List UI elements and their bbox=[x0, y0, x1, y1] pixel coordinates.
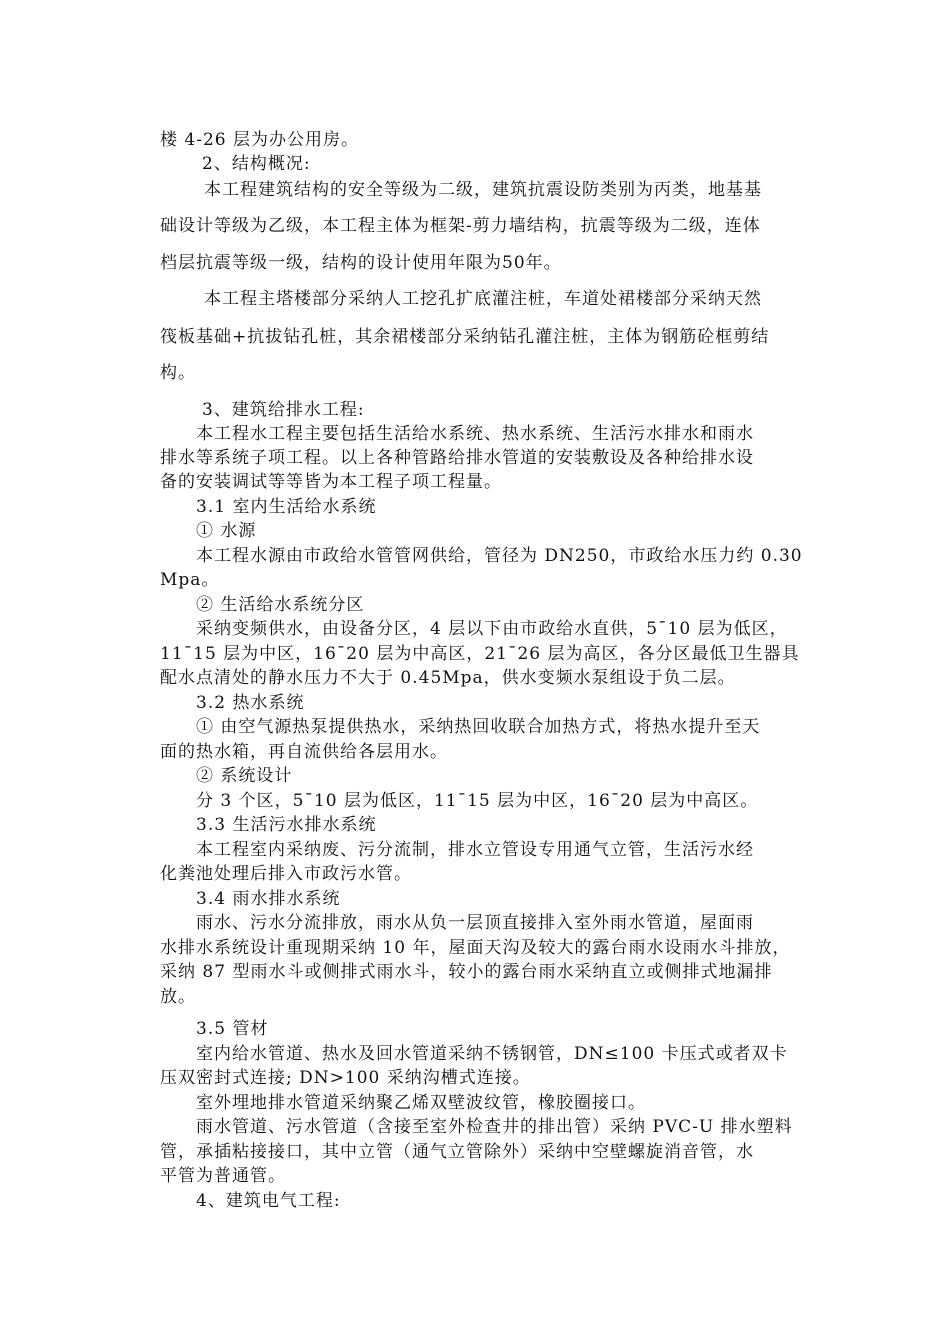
text-line: 平管为普通管。 bbox=[160, 1166, 286, 1186]
text-line: 11¯15 层为中区，16¯20 层为中高区，21¯26 层为高区，各分区最低卫生器具 bbox=[160, 644, 800, 664]
text-line: 排水等系统子项工程。以上各种管路给排水管道的安装敷设及各种给排水设 bbox=[160, 448, 754, 468]
text-line: 本工程水源由市政给水管管网供给，管径为 DN250，市政给水压力约 0.30 bbox=[196, 546, 803, 566]
section-heading: 4、建筑电气工程: bbox=[196, 1191, 341, 1211]
text-line: Mpa。 bbox=[160, 570, 220, 590]
item-heading: ② 生活给水系统分区 bbox=[196, 595, 365, 615]
text-line: 放。 bbox=[160, 987, 196, 1007]
text-line: 本工程水工程主要包括生活给水系统、热水系统、生活污水排水和雨水 bbox=[196, 424, 754, 444]
text-line: 水排水系统设计重现期采纳 10 年，屋面天沟及较大的露台雨水设雨水斗排放， bbox=[160, 938, 791, 958]
text-line: 室内给水管道、热水及回水管道采纳不锈钢管，DN≤100 卡压式或者双卡 bbox=[196, 1044, 788, 1064]
section-heading: 3、建筑给排水工程: bbox=[202, 400, 365, 420]
subsection-heading: 3.4 雨水排水系统 bbox=[196, 889, 341, 909]
text-line: 面的热水箱，再自流供给各层用水。 bbox=[160, 742, 448, 762]
text-line: 本工程室内采纳废、污分流制，排水立管设专用通气立管，生活污水经 bbox=[196, 840, 754, 860]
subsection-heading: 3.1 室内生活给水系统 bbox=[196, 497, 377, 517]
text-line: 楼 4-26 层为办公用房。 bbox=[160, 130, 359, 150]
text-line: 础设计等级为乙级，本工程主体为框架-剪力墙结构，抗震等级为二级，连体 bbox=[160, 216, 761, 236]
text-line: 分 3 个区，5¯10 层为低区，11¯15 层为中区，16¯20 层为中高区。 bbox=[196, 791, 759, 811]
text-line: 压双密封式连接; DN>100 采纳沟槽式连接。 bbox=[160, 1068, 531, 1088]
text-line: 档层抗震等级一级，结构的设计使用年限为50年。 bbox=[160, 253, 562, 273]
text-line: 雨水、污水分流排放，雨水从负一层顶直接排入室外雨水管道，屋面雨 bbox=[196, 913, 754, 933]
text-line: 本工程主塔楼部分采纳人工挖孔扩底灌注桩，车道处裙楼部分采纳天然 bbox=[204, 289, 762, 309]
text-line: 雨水管道、污水管道（含接至室外检查井的排出管）采纳 PVC-U 排水塑料 bbox=[196, 1117, 793, 1137]
subsection-heading: 3.2 热水系统 bbox=[196, 693, 305, 713]
subsection-heading: 3.5 管材 bbox=[196, 1019, 269, 1039]
text-line: 构。 bbox=[160, 363, 196, 383]
text-line: ① 由空气源热泵提供热水，采纳热回收联合加热方式，将热水提升至天 bbox=[196, 717, 761, 737]
text-line: 备的安装调试等等皆为本工程子项工程量。 bbox=[160, 472, 502, 492]
text-line: 管，承插粘接接口，其中立管（通气立管除外）采纳中空壁螺旋消音管，水 bbox=[160, 1142, 754, 1162]
text-line: 本工程建筑结构的安全等级为二级，建筑抗震设防类别为丙类，地基基 bbox=[204, 180, 762, 200]
text-line: 采纳 87 型雨水斗或侧排式雨水斗，较小的露台雨水采纳直立或侧排式地漏排 bbox=[160, 962, 773, 982]
text-line: 化粪池处理后排入市政污水管。 bbox=[160, 864, 412, 884]
section-heading: 2、结构概况: bbox=[202, 154, 311, 174]
text-line: 筏板基础+抗拔钻孔桩，其余裙楼部分采纳钻孔灌注桩，主体为钢筋砼框剪结 bbox=[160, 327, 770, 347]
text-line: 采纳变频供水，由设备分区，4 层以下由市政给水直供，5¯10 层为低区， bbox=[196, 619, 788, 639]
item-heading: ② 系统设计 bbox=[196, 766, 293, 786]
text-line: 室外埋地排水管道采纳聚乙烯双壁波纹管，橡胶圈接口。 bbox=[196, 1093, 646, 1113]
item-heading: ① 水源 bbox=[196, 521, 257, 541]
text-line: 配水点清处的静水压力不大于 0.45Mpa，供水变频水泵组设于负二层。 bbox=[160, 668, 736, 688]
subsection-heading: 3.3 生活污水排水系统 bbox=[196, 815, 377, 835]
